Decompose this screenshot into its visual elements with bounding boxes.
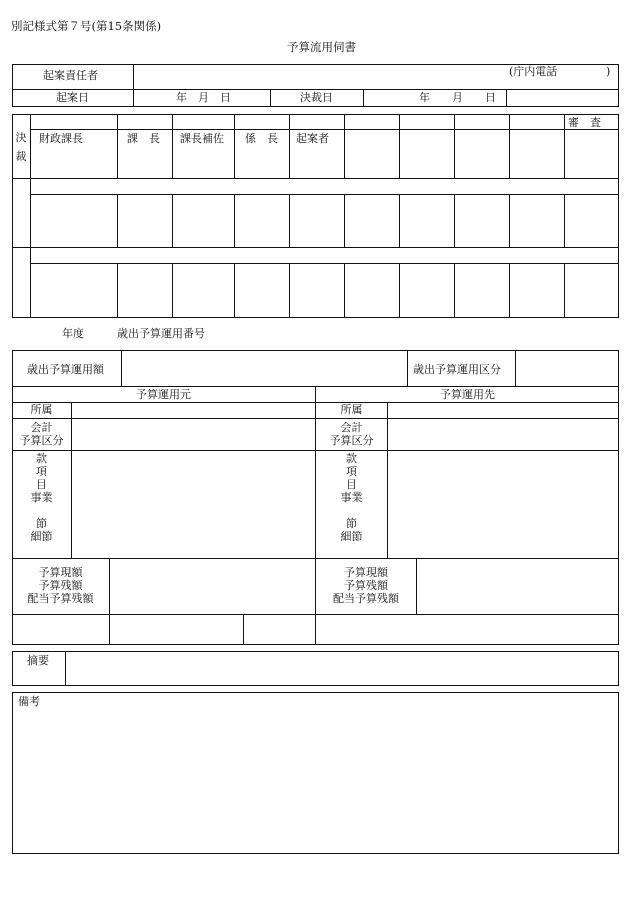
approval-column-divider — [344, 114, 345, 178]
approval-column-divider — [454, 263, 455, 318]
approval-column-divider — [399, 194, 400, 247]
col-subsection-chief: 係 長 — [245, 132, 278, 145]
fiscal-year-label: 年度 — [62, 327, 84, 340]
category-label: 歳出予算運用区分 — [413, 363, 501, 376]
approval-column-divider — [564, 194, 565, 247]
budget-number-label: 歳出予算運用番号 — [117, 327, 205, 340]
page-title: 予算流用伺書 — [287, 40, 356, 54]
col-drafter: 起案者 — [296, 132, 329, 145]
remarks-label: 備考 — [18, 695, 40, 708]
kessai-label: 決 裁 — [15, 131, 27, 163]
phone-close: ) — [606, 65, 611, 78]
approval-column-divider — [454, 114, 455, 178]
approval-column-divider — [289, 114, 290, 178]
source-item-labels: 款 項 目 事業 節 細節 — [30, 452, 53, 543]
col-finance-director: 財政課長 — [39, 132, 83, 145]
approval-column-divider — [117, 194, 118, 247]
amount-label: 歳出予算運用額 — [27, 363, 104, 376]
approval-column-divider — [399, 114, 400, 178]
draft-date-label: 起案日 — [56, 91, 89, 104]
approval-column-divider — [399, 263, 400, 318]
remarks-field[interactable] — [14, 710, 617, 852]
approval-column-divider — [344, 194, 345, 247]
approval-column-divider — [509, 263, 510, 318]
dest-amount-labels: 予算現額 予算残額 配当予算残額 — [333, 566, 399, 605]
drafter-field[interactable] — [134, 65, 506, 89]
amount-field[interactable] — [122, 351, 407, 386]
approval-column-divider — [117, 114, 118, 178]
approval-column-divider — [172, 194, 173, 247]
summary-field[interactable] — [67, 652, 618, 685]
approval-column-divider — [234, 114, 235, 178]
approval-column-divider — [509, 194, 510, 247]
dest-item-labels: 款 項 目 事業 節 細節 — [340, 452, 363, 543]
source-affiliation-label: 所属 — [30, 403, 53, 416]
approval-column-divider — [289, 194, 290, 247]
approval-column-divider — [289, 263, 290, 318]
draft-date-value[interactable]: 年 月 日 — [176, 91, 231, 104]
form-number: 別記様式第７号(第15条関係) — [11, 19, 162, 33]
col-section-chief: 課 長 — [127, 132, 160, 145]
col-deputy-chief: 課長補佐 — [180, 132, 224, 145]
dest-affiliation-label: 所属 — [340, 403, 363, 416]
dest-header: 予算運用先 — [440, 388, 495, 401]
approval-column-divider — [454, 194, 455, 247]
source-header: 予算運用元 — [136, 388, 191, 401]
summary-label: 摘要 — [27, 654, 49, 667]
approval-column-divider — [564, 263, 565, 318]
drafter-label: 起案責任者 — [43, 69, 98, 82]
approval-column-divider — [172, 263, 173, 318]
approval-column-divider — [117, 263, 118, 318]
approval-column-divider — [234, 263, 235, 318]
shinsa-label: 審 査 — [568, 116, 601, 129]
phone-label: (庁内電話 — [509, 65, 558, 78]
decision-date-label: 決裁日 — [300, 91, 333, 104]
approval-column-divider — [509, 114, 510, 178]
approval-column-divider — [234, 194, 235, 247]
source-amount-labels: 予算現額 予算残額 配当予算残額 — [27, 566, 94, 605]
approval-column-divider — [344, 263, 345, 318]
approval-column-divider — [172, 114, 173, 178]
category-field[interactable] — [516, 351, 618, 386]
approval-column-divider — [564, 114, 565, 178]
dest-accounting-labels: 会計 予算区分 — [329, 421, 374, 447]
decision-date-value[interactable]: 年 月 日 — [419, 91, 496, 104]
source-accounting-labels: 会計 予算区分 — [19, 421, 64, 447]
